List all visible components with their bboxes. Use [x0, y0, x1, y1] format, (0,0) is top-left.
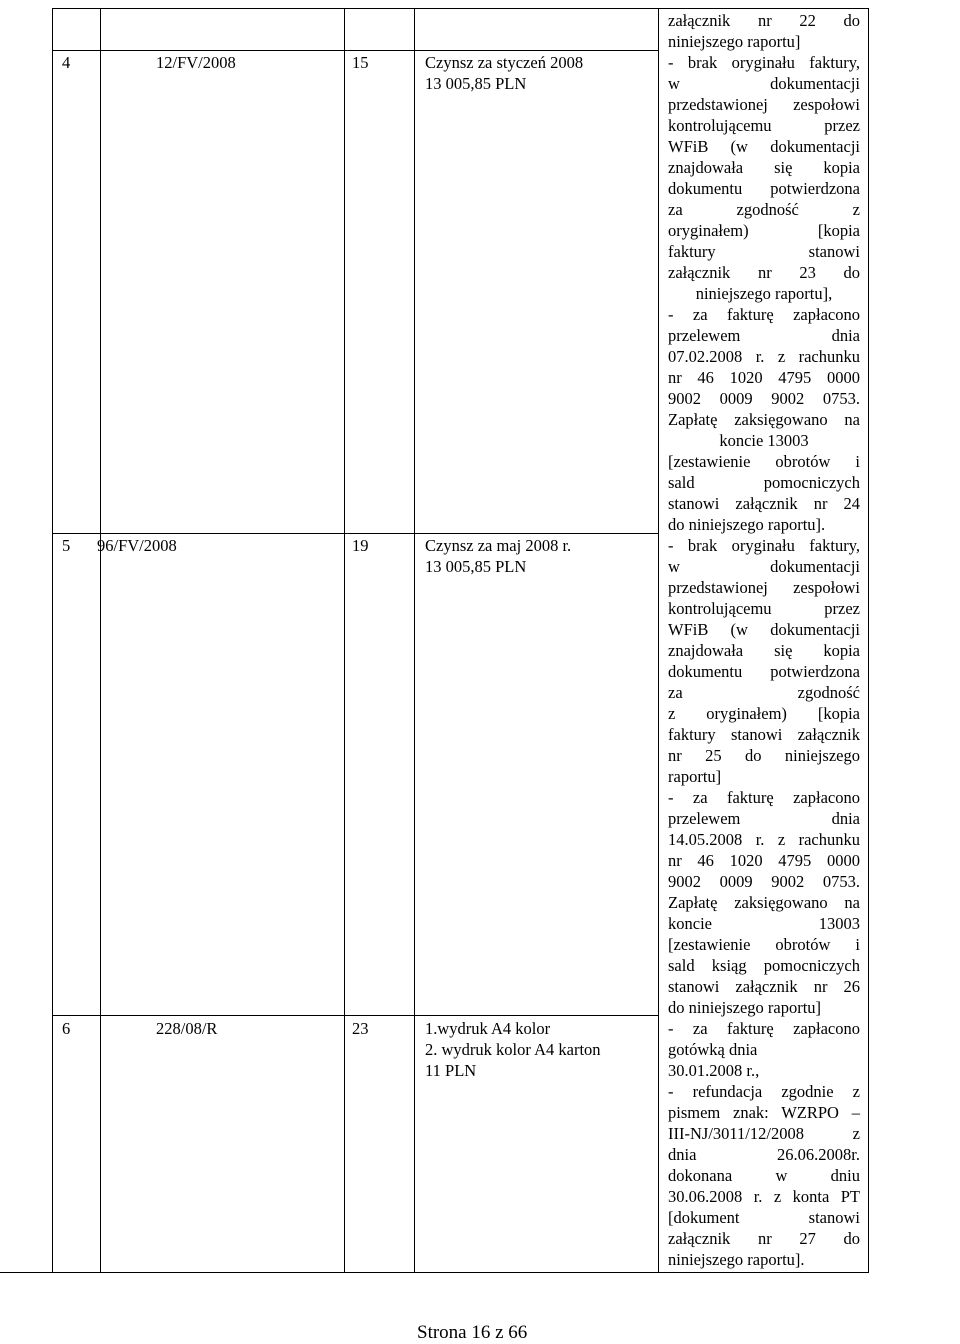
description-line: przedstawionej zespołowi [668, 578, 860, 597]
description-line: sald ksiąg pomocniczych [668, 956, 860, 975]
description-line: WFiB (w dokumentacji [668, 620, 860, 639]
item-description: 1.wydruk A4 kolor [425, 1019, 551, 1038]
column-divider [100, 8, 101, 1273]
description-line: dnia 26.06.2008r. [668, 1145, 860, 1164]
page-footer: Strona 16 z 66 [417, 1322, 528, 1343]
description-line: przelewem dnia [668, 326, 860, 345]
description-line: za zgodność z [668, 200, 860, 219]
description-line: [zestawienie obrotów i [668, 935, 860, 954]
description-line: nr 25 do niniejszego [668, 746, 860, 765]
invoice-number: 228/08/R [156, 1019, 218, 1038]
description-line: załącznik nr 27 do [668, 1229, 860, 1248]
description-line: przelewem dnia [668, 809, 860, 828]
description-line: raportu] [668, 767, 722, 786]
column-divider [414, 8, 415, 1273]
description-line: koncie 13003 [719, 431, 809, 450]
description-line: III-NJ/3011/12/2008 z [668, 1124, 860, 1143]
description-line: 30.01.2008 r., [668, 1061, 760, 1080]
description-line: niniejszego raportu] [668, 32, 801, 51]
description-line: za zgodność [668, 683, 860, 702]
item-amount: 13 005,85 PLN [425, 74, 527, 93]
column-divider [344, 8, 345, 1273]
invoice-number: 12/FV/2008 [156, 53, 236, 72]
description-line: 9002 0009 9002 0753. [668, 872, 860, 891]
row-divider [52, 1015, 658, 1016]
description-line: znajdowała się kopia [668, 158, 860, 177]
description-line: załącznik nr 22 do [668, 11, 860, 30]
position-number: 19 [352, 536, 369, 555]
description-line: [zestawienie obrotów i [668, 452, 860, 471]
description-line: dokumentu potwierdzona [668, 179, 860, 198]
description-line: Zapłatę zaksięgowano na [668, 893, 860, 912]
description-line: - za fakturę zapłacono [668, 305, 860, 324]
description-line: niniejszego raportu], [695, 284, 833, 303]
item-description: Czynsz za styczeń 2008 [425, 53, 584, 72]
description-line: nr 46 1020 4795 0000 [668, 851, 860, 870]
item-description: 2. wydruk kolor A4 karton [425, 1040, 601, 1059]
description-line: kontrolującemu przez [668, 599, 860, 618]
description-line: w dokumentacji [668, 74, 860, 93]
description-line: przedstawionej zespołowi [668, 95, 860, 114]
table-border-top [52, 8, 869, 9]
description-line: Zapłatę zaksięgowano na [668, 410, 860, 429]
description-line: pismem znak: WZRPO – [668, 1103, 860, 1122]
row-divider [52, 533, 658, 534]
item-amount: 11 PLN [425, 1061, 477, 1080]
description-line: 30.06.2008 r. z konta PT [668, 1187, 860, 1206]
description-line: załącznik nr 23 do [668, 263, 860, 282]
item-amount: 13 005,85 PLN [425, 557, 527, 576]
description-line: - za fakturę zapłacono [668, 788, 860, 807]
description-line: nr 46 1020 4795 0000 [668, 368, 860, 387]
description-line: w dokumentacji [668, 557, 860, 576]
description-line: koncie 13003 [668, 914, 860, 933]
description-line: niniejszego raportu]. [668, 1250, 805, 1269]
description-line: - brak oryginału faktury, [668, 53, 860, 72]
position-number: 23 [352, 1019, 369, 1038]
description-line: stanowi załącznik nr 24 [668, 494, 860, 513]
description-line: faktury stanowi [668, 242, 860, 261]
description-line: gotówką dnia [668, 1040, 758, 1059]
description-line: WFiB (w dokumentacji [668, 137, 860, 156]
description-line: [dokument stanowi [668, 1208, 860, 1227]
table-border-left [52, 8, 53, 1273]
description-line: 9002 0009 9002 0753. [668, 389, 860, 408]
description-line: 14.05.2008 r. z rachunku [668, 830, 860, 849]
table-border-right [868, 8, 869, 1273]
description-line: stanowi załącznik nr 26 [668, 977, 860, 996]
description-line: z oryginałem) [kopia [668, 704, 860, 723]
description-line: do niniejszego raportu]. [668, 515, 826, 534]
description-column [668, 10, 860, 1270]
description-line: faktury stanowi załącznik [668, 725, 860, 744]
description-line: oryginałem) [kopia [668, 221, 860, 240]
description-line: dokonana w dniu [668, 1166, 860, 1185]
row-lp: 6 [62, 1019, 71, 1038]
description-line: - brak oryginału faktury, [668, 536, 860, 555]
description-line: sald pomocniczych [668, 473, 860, 492]
description-line: - refundacja zgodnie z [668, 1082, 860, 1101]
description-line: dokumentu potwierdzona [668, 662, 860, 681]
table-border-bottom [0, 1272, 869, 1273]
row-divider [52, 50, 658, 51]
description-line: kontrolującemu przez [668, 116, 860, 135]
description-line: - za fakturę zapłacono [668, 1019, 860, 1038]
item-description: Czynsz za maj 2008 r. [425, 536, 572, 555]
column-divider [658, 8, 659, 1273]
description-line: do niniejszego raportu] [668, 998, 822, 1017]
description-line: 07.02.2008 r. z rachunku [668, 347, 860, 366]
invoice-number: 96/FV/2008 [97, 536, 177, 555]
row-lp: 5 [62, 536, 71, 555]
description-line: znajdowała się kopia [668, 641, 860, 660]
row-lp: 4 [62, 53, 71, 72]
position-number: 15 [352, 53, 369, 72]
